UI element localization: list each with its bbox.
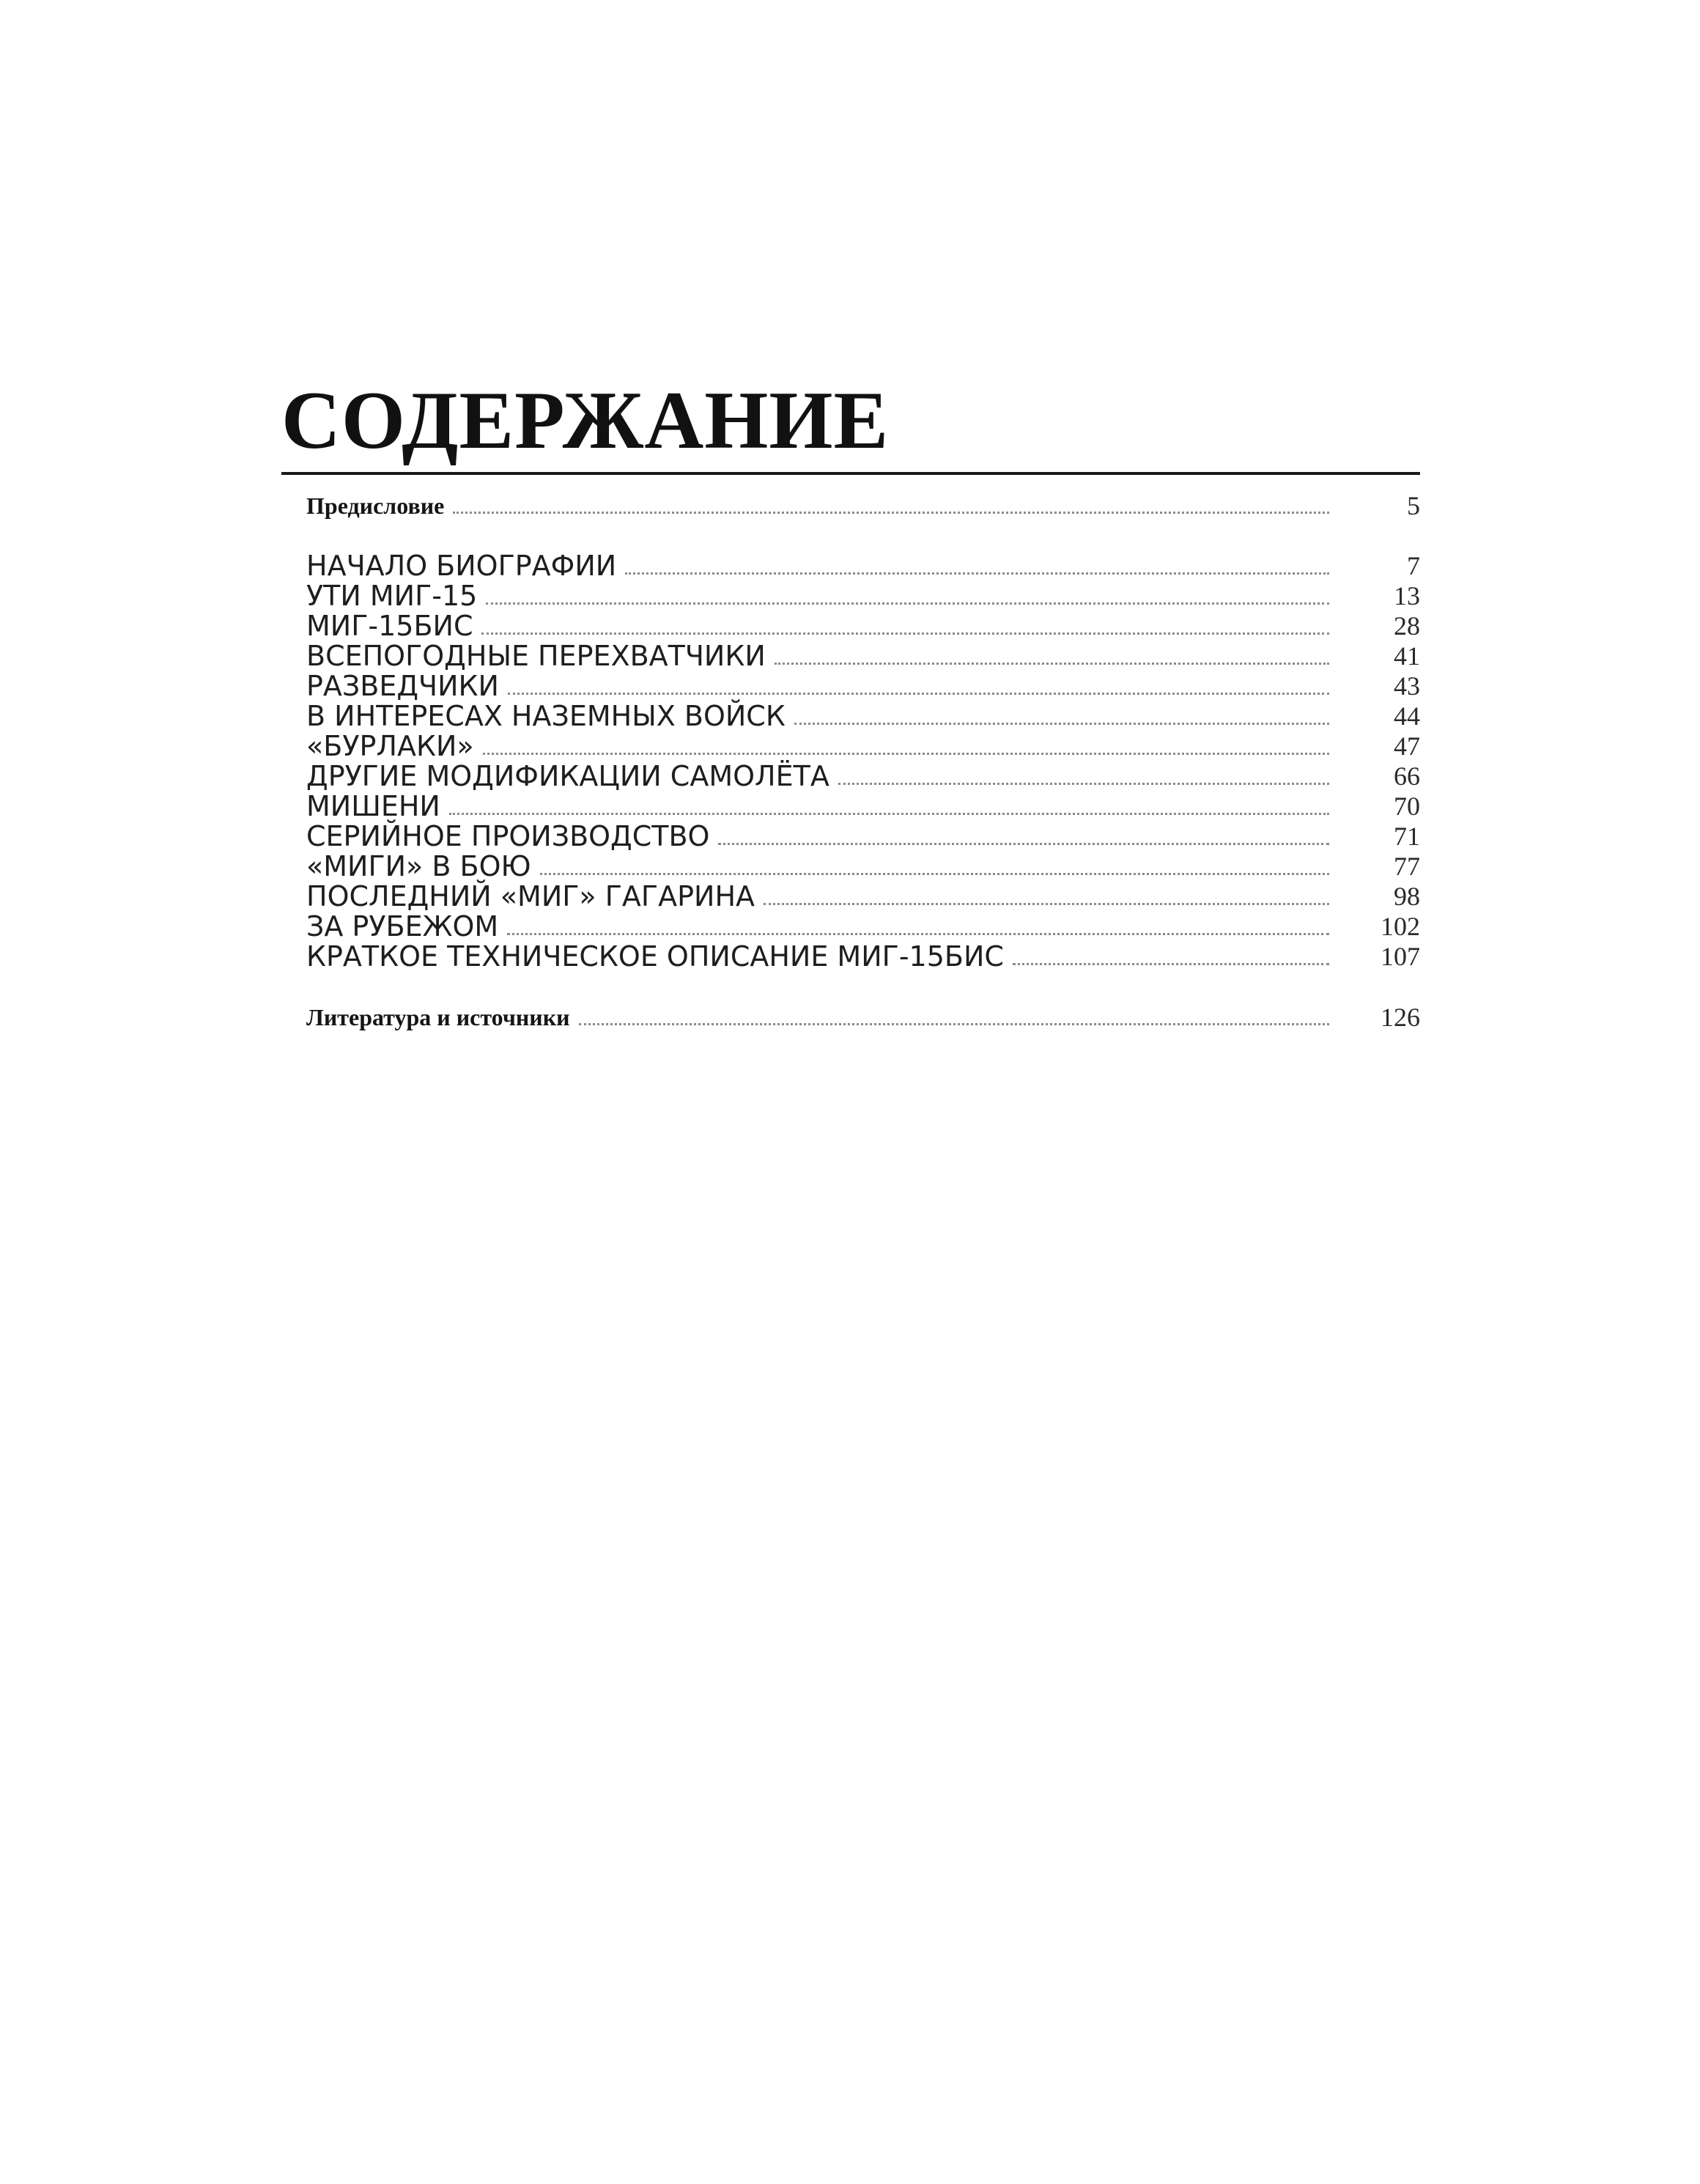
toc-entry[interactable] <box>306 641 1420 671</box>
toc-page-number: 71 <box>1394 822 1420 851</box>
dot-leader <box>486 602 1329 605</box>
toc-entry-title: РАЗВЕДЧИКИ <box>306 670 499 702</box>
toc-page-number: 77 <box>1394 852 1420 881</box>
toc-page-number: 41 <box>1394 641 1420 671</box>
toc-entry-title: «БУРЛАКИ» <box>306 730 474 762</box>
toc-entry-preface[interactable] <box>306 491 1420 520</box>
dot-leader <box>579 1023 1329 1025</box>
toc-page-number: 107 <box>1381 942 1420 971</box>
toc-entry-title: ВСЕПОГОДНЫЕ ПЕРЕХВАТЧИКИ <box>306 640 766 672</box>
dot-leader <box>508 693 1329 695</box>
toc-entry-title: ПОСЛЕДНИЙ «МИГ» ГАГАРИНА <box>306 880 755 912</box>
toc-page-number: 43 <box>1394 671 1420 701</box>
toc-page-number: 47 <box>1394 731 1420 761</box>
toc-entry-title: МИГ-15БИС <box>306 610 473 642</box>
toc-entry-title: Литература и источники <box>306 1004 570 1030</box>
toc-page-number: 7 <box>1407 551 1420 580</box>
dot-leader <box>838 783 1329 785</box>
toc-entry-title: ЗА РУБЕЖОМ <box>306 910 499 942</box>
page-title: СОДЕРЖАНИЕ <box>281 375 890 466</box>
toc-entry[interactable] <box>306 610 1420 641</box>
toc-entry[interactable] <box>306 791 1420 822</box>
toc-entry-title: УТИ МИГ-15 <box>306 580 478 612</box>
toc-page-number: 66 <box>1394 761 1420 791</box>
dot-leader <box>625 572 1329 575</box>
toc-entry[interactable] <box>306 731 1420 761</box>
toc-entry-title: «МИГИ» В БОЮ <box>306 850 531 882</box>
toc-entry-title: НАЧАЛО БИОГРАФИИ <box>306 550 617 582</box>
toc-page-number: 98 <box>1394 882 1420 911</box>
toc-entry-title: МИШЕНИ <box>306 790 440 822</box>
toc-page-number: 28 <box>1394 611 1420 641</box>
toc-page-number: 44 <box>1394 701 1420 731</box>
title-underline <box>281 472 1420 475</box>
toc-entry[interactable] <box>306 821 1420 852</box>
dot-leader <box>483 753 1329 755</box>
dot-leader <box>764 903 1329 905</box>
dot-leader <box>481 632 1329 635</box>
toc-page-number: 5 <box>1407 491 1420 520</box>
toc-entry[interactable] <box>306 761 1420 792</box>
toc-entry-title: СЕРИЙНОЕ ПРОИЗВОДСТВО <box>306 820 710 852</box>
toc-entry[interactable] <box>306 671 1420 701</box>
toc-entry[interactable] <box>306 550 1420 581</box>
toc-entry[interactable] <box>306 580 1420 611</box>
toc-entry-references[interactable] <box>306 1003 1420 1032</box>
toc-entry-title: Предисловие <box>306 492 445 519</box>
toc-page-number: 126 <box>1381 1003 1420 1032</box>
dot-leader <box>718 843 1329 845</box>
toc-page-number: 102 <box>1381 912 1420 941</box>
toc-entry-title: ДРУГИЕ МОДИФИКАЦИИ САМОЛЁТА <box>306 760 829 792</box>
toc-entry[interactable] <box>306 911 1420 942</box>
dot-leader <box>794 723 1329 725</box>
toc-entry-title: В ИНТЕРЕСАХ НАЗЕМНЫХ ВОЙСК <box>306 700 786 732</box>
dot-leader <box>449 813 1329 815</box>
toc-page-number: 13 <box>1394 581 1420 610</box>
toc-entry[interactable] <box>306 941 1420 972</box>
toc-entry[interactable] <box>306 851 1420 882</box>
dot-leader <box>540 873 1329 875</box>
dot-leader <box>1013 963 1329 965</box>
toc-entry[interactable] <box>306 881 1420 912</box>
dot-leader <box>507 933 1329 935</box>
toc-entry[interactable] <box>306 701 1420 731</box>
dot-leader <box>775 663 1329 665</box>
toc-page-number: 70 <box>1394 792 1420 821</box>
toc-entry-title: КРАТКОЕ ТЕХНИЧЕСКОЕ ОПИСАНИЕ МИГ-15БИС <box>306 940 1004 973</box>
dot-leader <box>453 512 1329 514</box>
